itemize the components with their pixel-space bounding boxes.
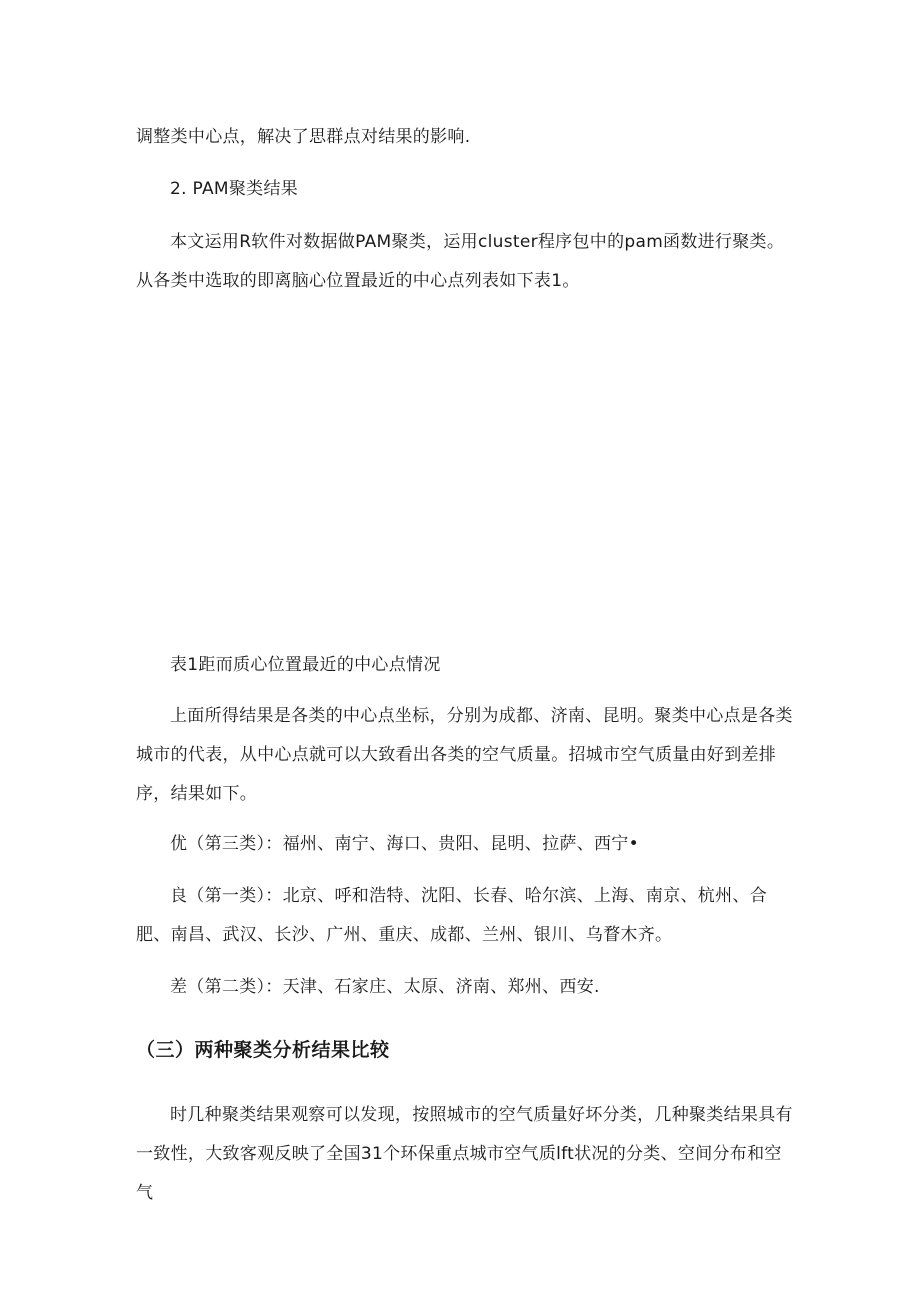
section-title-compare: （三）两种聚类分析结果比较 bbox=[136, 1039, 390, 1061]
section-title-pam: 2. PAM聚类结果 bbox=[170, 179, 299, 199]
paragraph-intro-tail: 调整类中心点，解决了思群点对结果的影响. bbox=[136, 127, 471, 147]
class-poor-list: 差（第二类）：天津、石家庄、太原、济南、郑州、西安. bbox=[170, 977, 600, 997]
paragraph-pam-method: 本文运用R软件对数据做PAM聚类，运用cluster程序包中的pam函数进行聚类。从各类中选取的即离脑心位置最近的中心点列表如下表1。 bbox=[136, 232, 785, 291]
class-fair-list: 良（第一类）：北京、呼和浩特、沈阳、长春、哈尔滨、上海、南京、杭州、合肥、南昌、武汉、长沙、广州、重庆、成都、兰州、银川、乌瞀木齐。 bbox=[136, 886, 767, 945]
paragraph-result: 上面所得结果是各类的中心点坐标，分别为成都、济南、昆明。聚类中心点是各类城市的代表，从中心点就可以大致看出各类的空气质量。招城市空气质量由好到差排序，结果如下。 bbox=[136, 706, 793, 804]
paragraph-compare: 时几种聚类结果观察可以发现，按照城市的空气质量好坏分类，几种聚类结果具有一致性，大致客观反映了全国31个环保重点城市空气质lft状况的分类、空间分布和空气 bbox=[136, 1105, 793, 1203]
table-placeholder-blank bbox=[136, 300, 796, 630]
class-good-list: 优（第三类）：福州、南宁、海口、贵阳、昆明、拉萨、西宁• bbox=[170, 834, 639, 854]
table-caption: 表1距而质心位置最近的中心点情况 bbox=[170, 655, 441, 675]
